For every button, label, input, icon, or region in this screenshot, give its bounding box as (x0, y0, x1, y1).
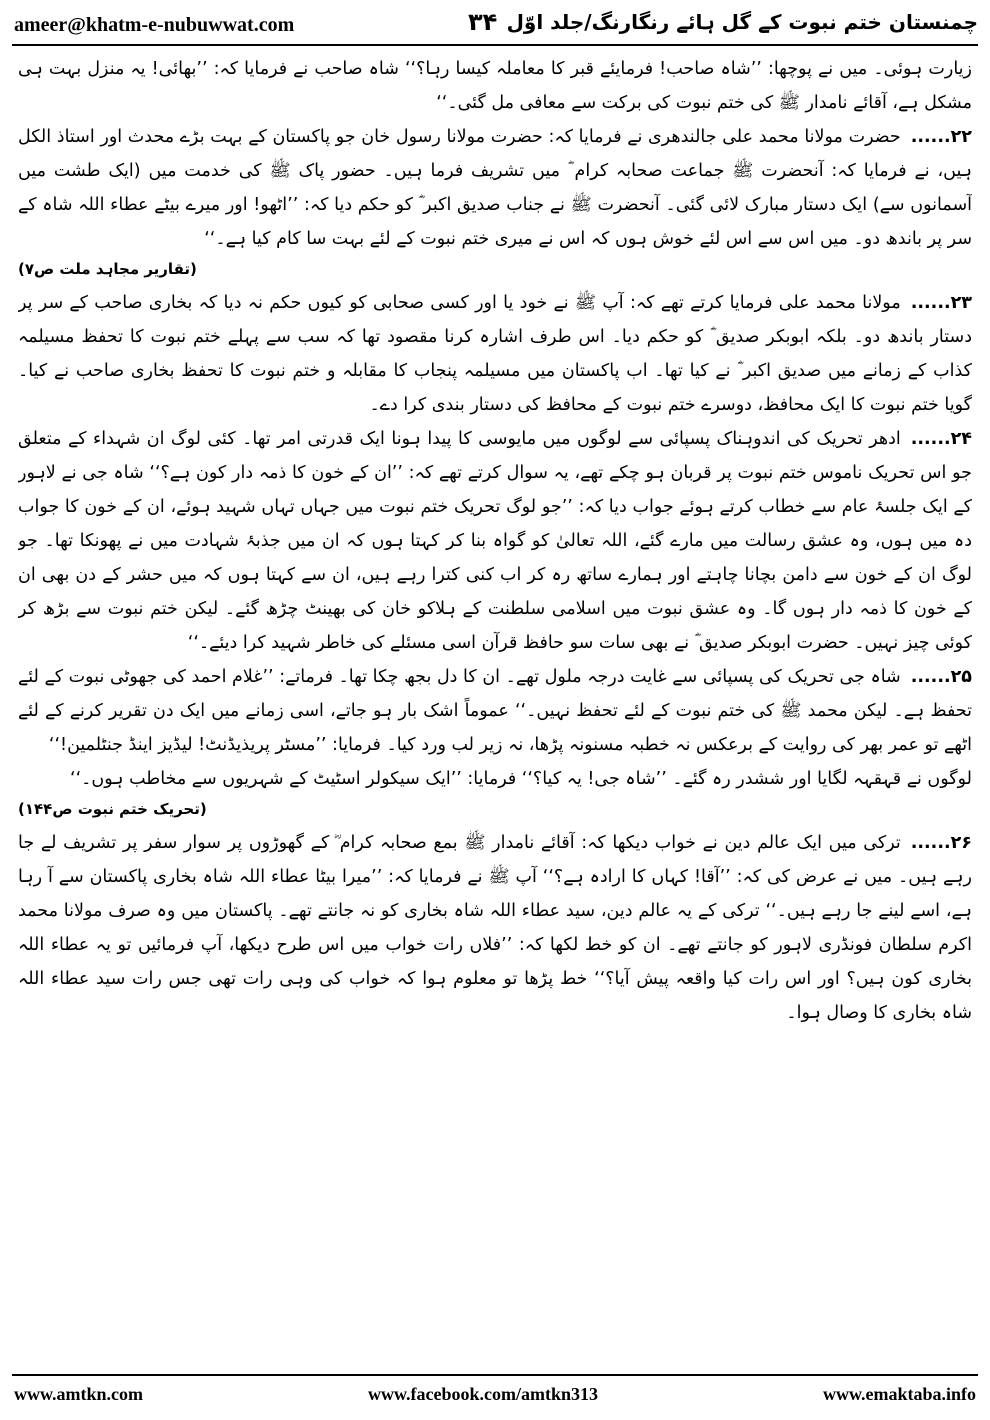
paragraph-25-continued (18, 762, 972, 796)
page-body (18, 52, 972, 1370)
paragraph-text: شاہ جی تحریک کی پسپائی سے غایت درجہ ملول تھے۔ ان کا دل بجھ چکا تھا۔ فرماتے: ’’غلام احمد کی جھوٹی نبوت کے لئے تحفظ ہے۔ لیکن محمد ﷺ کی ختم نبوت کے لئے تحفظ نہیں۔‘‘ عموماً اشک بار ہو جاتے، اسی زمانے میں ایک دن تقریر کرنے کے لئے اٹھے تو عمر بھر کی روایت کے برعکس نہ خطبہ مسنونہ پڑھا، نہ زیر لب ورد کیا۔ فرمایا: ’’مسٹر پریذیڈنٹ! لیڈیز اینڈ جنٹلمین!‘‘ (18, 667, 972, 755)
paragraph-number: ۲۲...... (910, 127, 972, 147)
paragraph-24 (18, 422, 972, 660)
paragraph-number: ۲۵...... (910, 667, 972, 687)
paragraph-26 (18, 826, 972, 1030)
page-number: ۳۴ (468, 8, 498, 36)
footer-link-amtkn[interactable]: www.amtkn.com (14, 1384, 143, 1404)
book-title: چمنستان ختم نبوت کے گل ہائے رنگارنگ/جلد اوّل (506, 10, 978, 34)
paragraph-text: ادھر تحریک کی اندوہناک پسپائی سے لوگوں میں مایوسی کا پیدا ہونا ایک قدرتی امر تھا۔ کئی لوگ ان شہداء کے متعلق جو اس تحریک ناموس ختم نبوت پر قربان ہو چکے تھے، یہ سوال کرتے تھے کہ: ’’ان کے خون کا ذمہ دار کون ہے؟‘‘ شاہ جی نے لاہور کے ایک جلسۂ عام سے خطاب کرتے ہوئے جواب دیا کہ: ’’جو لوگ تحریک ختم نبوت میں جہاں تہاں شہید ہوئے، ان کے خون کا جواب دہ میں ہوں، وہ عشق رسالت میں مارے گئے، اللہ تعالیٰ کو گواہ بنا کر کہتا ہوں کہ ان میں جذبۂ شہادت میں نے پھونکا تھا۔ جو لوگ ان کے خون سے دامن بچانا چاہتے اور ہمارے ساتھ رہ کر اب کنی کترا رہے ہیں، ان سے کہتا ہوں کہ میں حشر کے دن بھی ان کے خون کا ذمہ دار ہوں گا۔ وہ عشق نبوت میں اسلامی سلطنت کے ہلاکو خان کی بھینٹ چڑھ گئے۔ لیکن ختم نبوت سے بڑھ کر کوئی چیز نہیں۔ حضرت ابوبکر صدیق ؓ نے بھی سات سو حافظ قرآن اسی مسئلے کی خاطر شہید کرا دیئے۔‘‘ (18, 429, 972, 653)
reference-citation: (تقاریر مجاہد ملت ص۷) (18, 260, 197, 278)
footer-link-emaktaba[interactable]: www.emaktaba.info (822, 1384, 976, 1404)
paragraph-text: لوگوں نے قہقہہ لگایا اور ششدر رہ گئے۔ ’’شاہ جی! یہ کیا؟‘‘ فرمایا: ’’ایک سیکولر اسٹیٹ کے شہریوں سے مخاطب ہوں۔‘‘ (70, 769, 972, 789)
paragraph-number: ۲۳...... (910, 293, 972, 313)
paragraph-text: ترکی میں ایک عالم دین نے خواب دیکھا کہ: آقائے نامدار ﷺ بمع صحابہ کرام ؓ کے گھوڑوں پر سوار سفر پر تشریف لے جا رہے ہیں۔ میں نے عرض کی کہ: ’’آقا! کہاں کا ارادہ ہے؟‘‘ آپ ﷺ نے فرمایا کہ: ’’میرا بیٹا عطاء اللہ شاہ بخاری پاکستان سے آ رہا ہے، اسے لینے جا رہے ہیں۔‘‘ ترکی کے یہ عالم دین، سید عطاء اللہ شاہ بخاری کو نہ جانتے تھے۔ پاکستان میں وہ صرف مولانا محمد اکرم سلطان فونڈری لاہور کو جانتے تھے۔ ان کو خط لکھا کہ: ’’فلاں رات خواب میں اس طرح دیکھا، آپ فرمائیں تو یہ عطاء اللہ بخاری کون ہیں؟ اور اس رات کیا واقعہ پیش آیا؟‘‘ خط پڑھا تو معلوم ہوا کہ خواب کی وہی رات تھی جس رات سید عطاء اللہ شاہ بخاری کا وصال ہوا۔ (18, 833, 972, 1023)
paragraph-22 (18, 120, 972, 256)
paragraph-number: ۲۴...... (910, 429, 972, 449)
paragraph-21-continued (18, 52, 972, 120)
paragraph-text: مولانا محمد علی فرمایا کرتے تھے کہ: آپ ﷺ نے خود یا اور کسی صحابی کو کیوں حکم نہ دیا کہ بخاری صاحب کے سر پر دستار باندھ دو۔ بلکہ ابوبکر صدیق ؓ کو حکم دیا۔ اس طرف اشارہ کرنا مقصود تھا کہ سب سے پہلے ختم نبوت کا تحفظ مسیلمہ کذاب کے زمانے میں صدیق اکبر ؓ نے کیا تھا۔ اب پاکستان میں مسیلمہ پنجاب کا مقابلہ و ختم نبوت کا تحفظ بخاری صاحب نے کیا۔ گویا ختم نبوت کا ایک محافظ، دوسرے ختم نبوت کے محافظ کی دستار بندی کرا دے۔ (18, 293, 972, 415)
page-header (0, 0, 990, 50)
paragraph-text: زیارت ہوئی۔ میں نے پوچھا: ’’شاہ صاحب! فرمایئے قبر کا معاملہ کیسا رہا؟‘‘ شاہ صاحب نے فرمایا کہ: ’’بھائی! یہ منزل بہت ہی مشکل ہے، آقائے نامدار ﷺ کی ختم نبوت کی برکت سے معافی مل گئی۔‘‘ (18, 59, 972, 113)
paragraph-text: حضرت مولانا محمد علی جالندھری نے فرمایا کہ: حضرت مولانا رسول خان جو پاکستان کے بہت بڑے محدث اور استاذ الکل ہیں، نے فرمایا کہ: آنحضرت ﷺ جماعت صحابہ کرام ؓ میں تشریف فرما ہیں۔ حضور پاک ﷺ کی خدمت میں (ایک طشت میں آسمانوں سے) ایک دستار مبارک لائی گئی۔ آنحضرت ﷺ نے جناب صدیق اکبر ؓ کو حکم دیا کہ: ’’اٹھو! اور میرے بیٹے عطاء اللہ شاہ کے سر پر باندھ دو۔ میں اس سے اس لئے خوش ہوں کہ اس نے میری ختم نبوت کے لئے بہت سا کام کیا ہے۔‘‘ (18, 127, 972, 249)
page-footer (0, 1384, 990, 1414)
footer-link-facebook[interactable]: www.facebook.com/amtkn313 (368, 1384, 598, 1404)
header-email[interactable]: ameer@khatm-e-nubuwwat.com (14, 14, 295, 36)
header-divider (12, 44, 978, 46)
footer-divider (12, 1374, 978, 1376)
paragraph-23 (18, 286, 972, 422)
reference-citation: (تحریک ختم نبوت ص۱۴۴) (18, 800, 207, 818)
paragraph-25 (18, 660, 972, 762)
paragraph-number: ۲۶...... (910, 833, 972, 853)
